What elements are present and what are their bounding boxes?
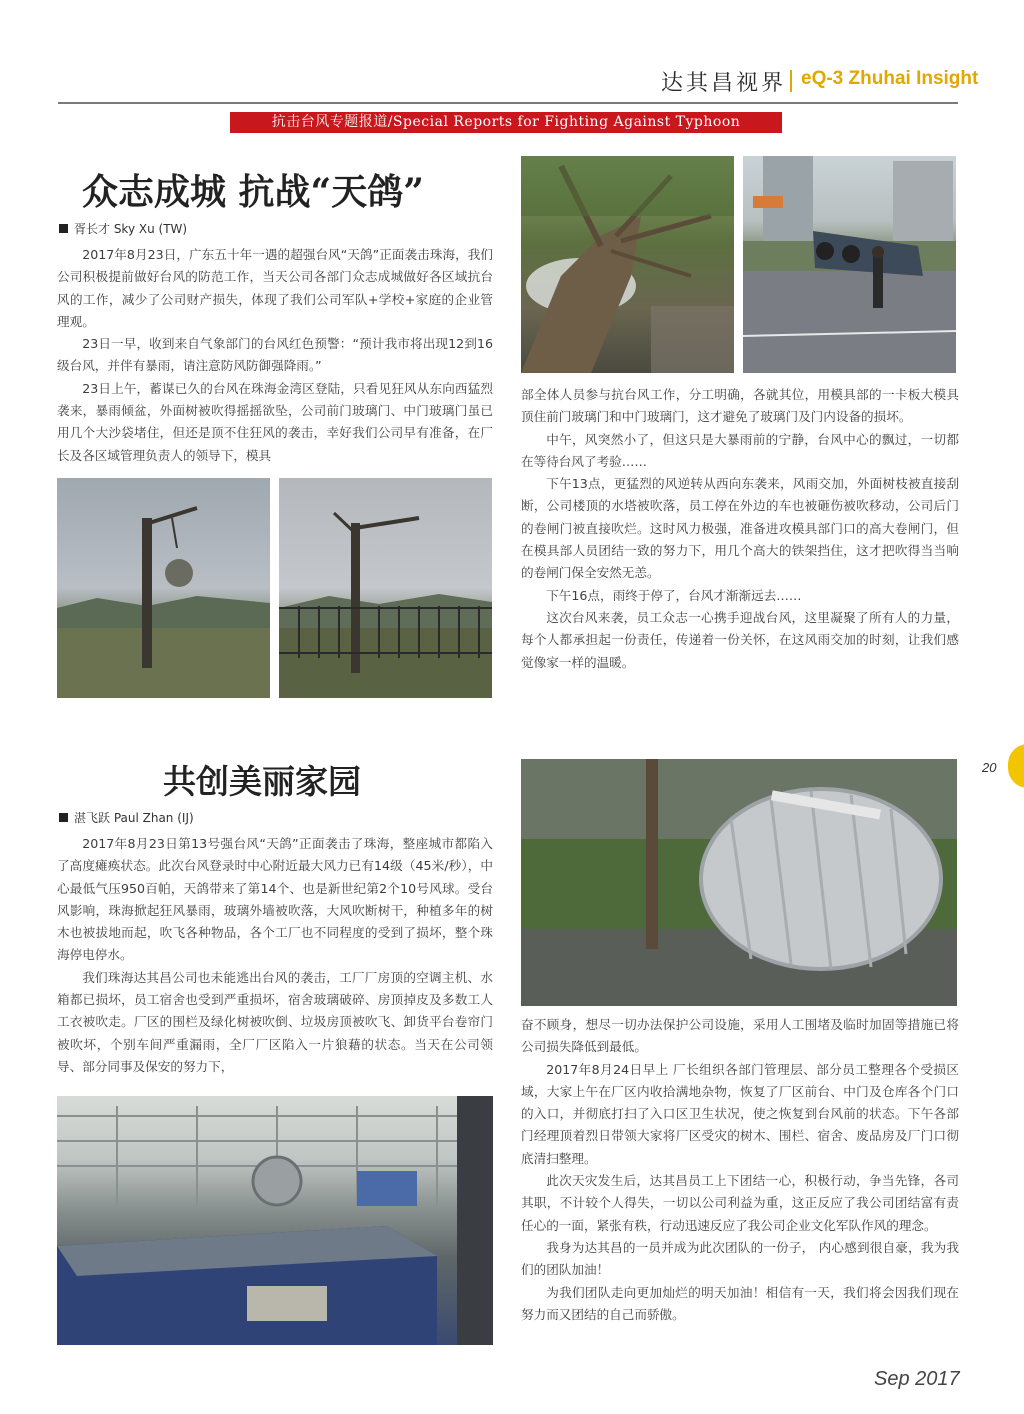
paragraph: 奋不顾身，想尽一切办法保护公司设施，采用人工围堵及临时加固等措施已将公司损失降低到最低。: [521, 1017, 959, 1055]
article2-column1: [57, 833, 493, 1078]
paragraph: 这次台风来袭，员工众志一心携手迎战台风，这里凝聚了所有人的力量，每个人都承担起一份责任，传递着一份关怀，在这风雨交加的时刻，让我们感觉像家一样的温暖。: [521, 609, 959, 670]
article2-column2: [521, 1014, 959, 1326]
magazine-title-cn: 达其昌视界: [660, 71, 786, 96]
header-rule: [58, 102, 958, 104]
header-separator: [790, 70, 792, 92]
article2-author: 湛飞跃 Paul Zhan (IJ): [74, 811, 194, 825]
paragraph: 部全体人员参与抗台风工作，分工明确，各就其位，用模具部的一卡板大模具顶住前门玻璃门和中门玻璃门，这才避免了玻璃门及门内设备的损坏。: [521, 387, 959, 425]
paragraph: 下午13点，更猛烈的风逆转从西向东袭来，风雨交加，外面树枝被直接刮断，公司楼顶的水塔被吹落，员工停在外边的车也被砸伤被吹移动，公司后门的卷闸门被直接吹烂。这时风力极强，准备进攻模具部门口的高大卷闸门，但在模具部人员团结一致的努力下，用几个高大的铁架挡住，这才把吹得当当响的卷闸门保全安然无恙。: [521, 476, 959, 581]
bullet-square-icon: [59, 224, 68, 233]
photo-broken-tree-1: [57, 478, 270, 698]
paragraph: 此次天灾发生后，达其昌员工上下团结一心，积极行动，争当先锋，各司其职，不计较个人得失，一切以公司利益为重，这正反应了我公司团结富有责任心的一面，紧张有秩，行动迅速反应了我公司企业文化军队作风的理念。: [521, 1173, 959, 1233]
paragraph: 2017年8月23日第13号强台风“天鸽”正面袭击了珠海，整座城市都陷入了高度瘫痪状态。此次台风登录时中心附近最大风力已有14级（45米/秒），中心最低气压950百帕，天鸽带来了第14个、也是新世纪第2个10号风球。受台风影响，珠海掀起狂风暴雨，玻璃外墙被吹落，大风吹断树干，种植多年的树木也被拔地而起，吹飞各种物品，各个工厂也不同程度的受到了损坏，整个珠海停电停水。: [57, 836, 493, 963]
article1-byline: [59, 220, 187, 237]
paragraph: 2017年8月24日早上 厂长组织各部门管理层、部分员工整理各个受损区域，大家上午在厂区内收拾满地杂物，恢复了厂区前台、中门及仓库各个门口的入口，并彻底打扫了入口区卫生状况，使之恢复到台风前的状态。下午各部门经理顶着烈日带领大家将厂区受灾的树木、围栏、宿舍、废品房及厂门口彻底清扫整理。: [521, 1061, 959, 1166]
section-banner: 抗击台风专题报道/Special Reports for Fighting Against Typhoon: [230, 112, 782, 133]
photo-overturned-truck: [743, 156, 956, 373]
article2-title: 共创美丽家园: [163, 762, 361, 801]
paragraph: 23日一早，收到来自气象部门的台风红色预警：“预计我市将出现12到16级台风，并伴有暴雨，请注意防风防御强降雨。”: [57, 336, 493, 374]
paragraph: 2017年8月23日，广东五十年一遇的超强台风“天鸽”正面袭击珠海，我们公司积极提前做好台风的防范工作，当天公司各部门众志成城做好各区域抗台风的工作，减少了公司财产损失，体现了我们公司军队+学校+家庭的企业管理观。: [57, 247, 493, 329]
page-tab-marker: [1008, 744, 1024, 788]
photo-broken-tree-2: [279, 478, 492, 698]
paragraph: 下午16点，雨终于停了，台风才渐渐远去……: [546, 587, 802, 603]
paragraph: 为我们团队走向更加灿烂的明天加油！相信有一天，我们将会因我们现在努力而又团结的自己而骄傲。: [521, 1284, 959, 1322]
paragraph: 我身为达其昌的一员并成为此次团队的一份子， 内心感到很自豪，我为我们的团队加油！: [521, 1239, 959, 1278]
paragraph: 23日上午，蓄谋已久的台风在珠海金湾区登陆，只看见狂风从东向西猛烈袭来，暴雨倾盆，外面树被吹得摇摇欲坠，公司前门玻璃门、中门玻璃门虽已用几个大沙袋堵住，但还是顶不住狂风的袭击，幸好我们公司早有准备，在厂长及各区域管理负责人的领导下，模具: [57, 380, 493, 463]
article1-author: 胥长才 Sky Xu (TW): [74, 222, 188, 236]
issue-date: Sep 2017: [874, 1368, 960, 1390]
bullet-square-icon: [59, 813, 68, 822]
photo-fallen-tree-on-car: [521, 156, 734, 373]
article2-byline: [59, 809, 194, 826]
photo-fallen-water-tank: [521, 759, 957, 1006]
page-number: 20: [982, 760, 997, 775]
photo-flooded-workshop: [57, 1096, 493, 1345]
article1-title: 众志成城 抗战“天鸽”: [82, 171, 424, 213]
paragraph: 我们珠海达其昌公司也未能逃出台风的袭击，工厂厂房顶的空调主机、水箱都已损坏，员工宿舍也受到严重损坏，宿舍玻璃破碎、房顶掉皮及多数工人工衣被吹走。厂区的围栏及绿化树被吹倒、垃圾房顶被吹飞、卸货平台卷帘门被吹坏，个别车间严重漏雨，全厂厂区陷入一片狼藉的状态。当天在公司领导、部分同事及保安的努力下，: [57, 969, 493, 1074]
article1-column2: [521, 384, 959, 674]
magazine-title-en: eQ-3 Zhuhai Insight: [801, 68, 979, 89]
article1-column1: [57, 244, 493, 467]
paragraph: 中午，风突然小了，但这只是大暴雨前的宁静，台风中心的飘过，一切都在等待台风了考验……: [521, 431, 959, 469]
